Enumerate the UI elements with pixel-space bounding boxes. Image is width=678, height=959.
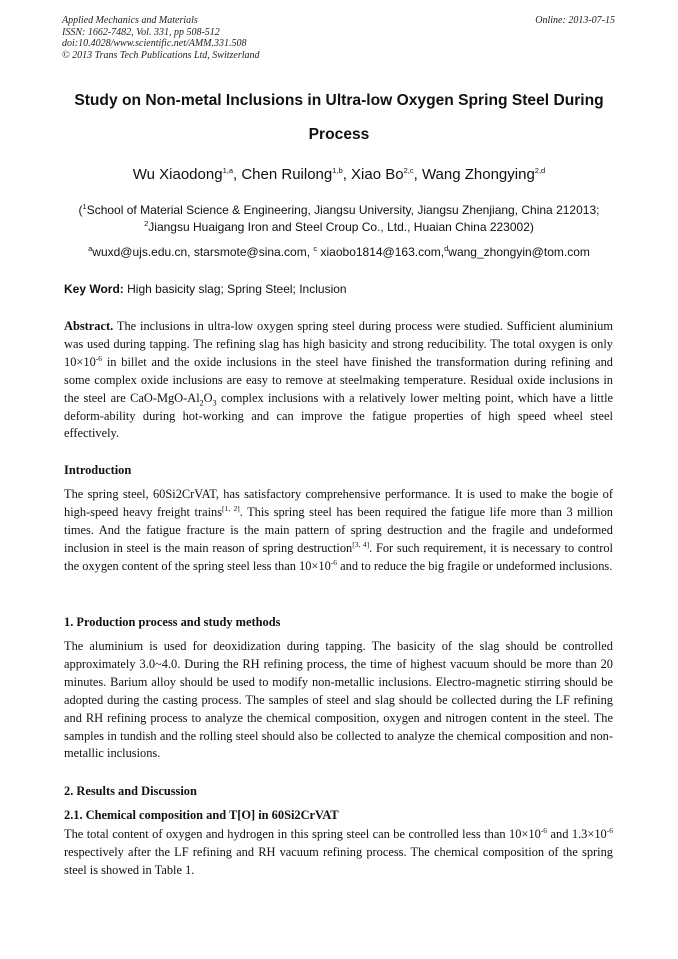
paper-title-line1: Study on Non-metal Inclusions in Ultra-low Oxygen Spring Steel During bbox=[74, 92, 604, 109]
introduction-heading: Introduction bbox=[64, 463, 132, 477]
paper-title-line2: Process bbox=[308, 126, 370, 143]
section1-paragraph bbox=[64, 638, 613, 763]
affiliation-1 bbox=[30, 203, 648, 217]
author-affiliation-mark: 2,d bbox=[534, 166, 546, 175]
section2-1-paragraph bbox=[64, 826, 613, 880]
affiliation-2 bbox=[30, 220, 648, 234]
keywords-label: Key Word: bbox=[64, 282, 124, 296]
email-mark: d bbox=[444, 244, 449, 253]
keywords-text: High basicity slag; Spring Steel; Inclusion bbox=[127, 282, 347, 296]
journal-header bbox=[62, 15, 260, 61]
author-name: Xiao Bo bbox=[351, 166, 404, 183]
introduction-paragraph bbox=[64, 486, 613, 576]
section1-text: The aluminium is used for deoxidization during tapping. The basicity of the slag should be controlled approximately 3.0~4.0. During the RH refining process, the time of highest vacuum should be more than 20 minutes. Barium alloy should be used to modify non-metallic inclusions. Electro-magnetic stirring should be adopted during the casting process. The samples of steel and slag should be collected during the LF refining and RH refining process to analyze the chemical composition, oxygen and nitrogen content in the steel. The samples in tundish and the rolling steel should also be collected to analyze the chemical composition and non-metallic inclusions. bbox=[64, 639, 613, 761]
email-line bbox=[30, 245, 648, 259]
doi-line: doi:10.4028/www.scientific.net/AMM.331.508 bbox=[62, 38, 247, 49]
section1-heading: 1. Production process and study methods bbox=[64, 615, 281, 629]
section2-1-heading: 2.1. Chemical composition and T[O] in 60Si2CrVAT bbox=[64, 808, 339, 822]
email-address: wang_zhongyin@tom.com bbox=[448, 245, 590, 259]
journal-name: Applied Mechanics and Materials bbox=[62, 15, 198, 26]
affiliation-mark: 2 bbox=[144, 219, 149, 228]
abstract-text: Abstract. The inclusions in ultra-low oxygen spring steel during process were studied. Sufficient aluminium was used during tapping. The refining slag has high basicity and strong reducibility. The total oxygen is only $10\times 10^{-6}$ in billet and the oxide inclusions in the steel have finished the transformation during refining and some complex oxide inclusions are easy to remove at steelmaking temperature. Residual oxide inclusions in the steel are CaO-$MgO-Al_2O_3$ complex inclusions with a relatively lower melting point, which have a little deform-ability during hot-working and can improve the fatigue properties of high speed wheel steel effectively. bbox=[64, 319, 614, 441]
author-affiliation-mark: 1,b bbox=[332, 166, 343, 175]
author-affiliation-mark: 1,a bbox=[222, 166, 233, 175]
affiliation-text: School of Material Science & Engineering, Jiangsu University, Jiangsu Zhenjiang, China 212013; bbox=[86, 203, 600, 217]
introduction-text: The spring steel, 60Si2CrVAT, has satisfactory comprehensive performance. It is used to make the bogie of high-speed heavy freight trains[1, 2]. This spring steel has been required the fatigue life more than 3 million times. And the fatigue fracture is the main pattern of spring destruction and the fragile and undeformed inclusion in steel is the main reason of spring destruction[3, 4]. For such requirement, it is necessary to control the oxygen content of the spring steel less than $10\times 10^{-6}$ and to reduce the big fragile or undeformed inclusions. bbox=[64, 487, 613, 573]
email-address: wuxd@ujs.edu.cn, starsmote@sina.com, bbox=[92, 245, 314, 259]
abstract-label: Abstract. bbox=[64, 319, 114, 333]
email-mark: c bbox=[313, 244, 318, 253]
copyright-line: © 2013 Trans Tech Publications Ltd, Switzerland bbox=[62, 49, 260, 61]
author-name: Chen Ruilong bbox=[241, 166, 333, 183]
author-name: Wang Zhongying bbox=[421, 166, 535, 183]
affiliation-text: Jiangsu Huaigang Iron and Steel Croup Co., Ltd., Huaian China 223002) bbox=[148, 220, 534, 234]
email-mark: a bbox=[88, 244, 93, 253]
section2-1-text: The total content of oxygen and hydrogen in this spring steel can be controlled less than $10\times 10^{-6}$ and $1.3\times 10^{-6}$ respectively after the LF refining and RH vacuum refining process. The chemical composition of the spring steel is showed in Table 1. bbox=[64, 825, 613, 877]
author-name: Wu Xiaodong bbox=[132, 166, 223, 183]
author-affiliation-mark: 2,c bbox=[403, 166, 414, 175]
email-address: xiaobo1814@163.com, bbox=[320, 245, 445, 259]
affiliation-mark: 1 bbox=[82, 202, 87, 211]
author-list: Wu Xiaodong$^{1,a}$, Chen Ruilong$^{1,b}$, Xiao Bo$^{2,c}$, Wang Zhongying$^{2,d}$ bbox=[132, 166, 546, 183]
section2-heading: 2. Results and Discussion bbox=[64, 784, 197, 798]
abstract-paragraph bbox=[64, 318, 613, 443]
keywords bbox=[64, 282, 347, 296]
affiliation-paren: ( bbox=[78, 203, 83, 217]
online-date: Online: 2013-07-15 bbox=[535, 15, 615, 26]
issn-line: ISSN: 1662-7482, Vol. 331, pp 508-512 bbox=[62, 26, 220, 38]
